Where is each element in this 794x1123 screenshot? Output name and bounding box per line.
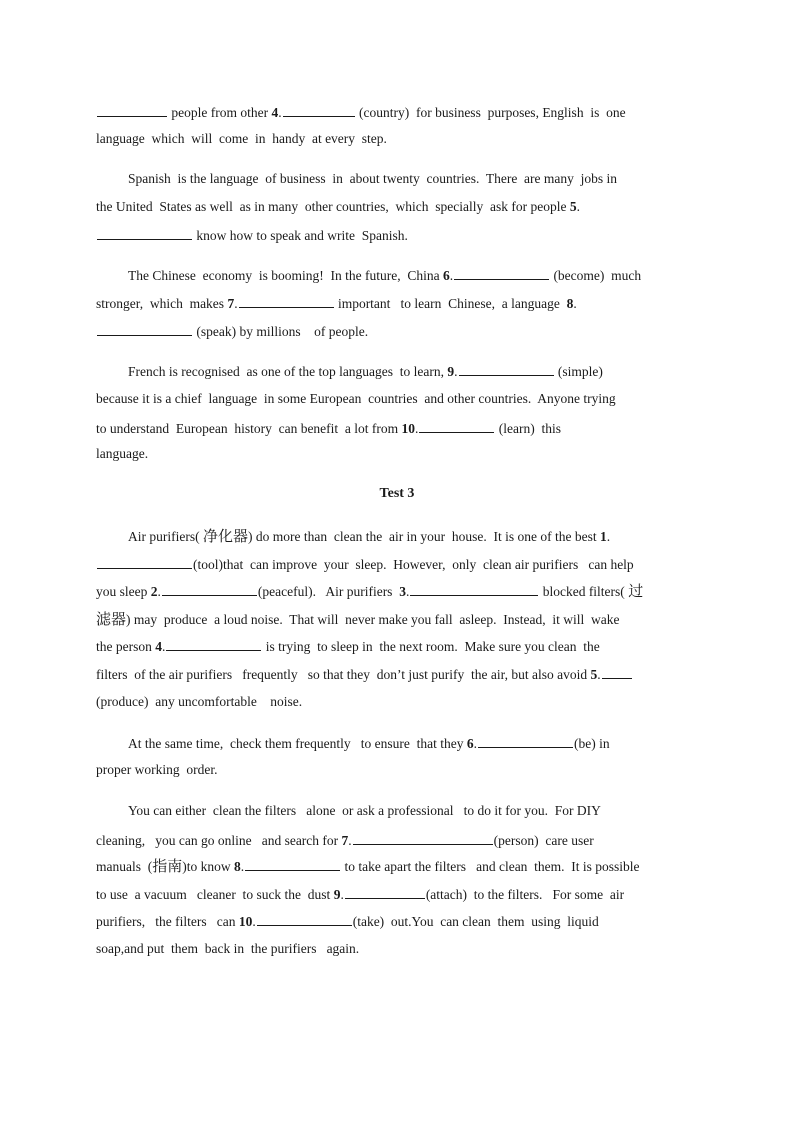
- answer-blank[interactable]: [245, 857, 340, 871]
- question-number: 4: [271, 105, 279, 120]
- answer-blank[interactable]: [257, 912, 352, 926]
- text-line: manuals (指南)to know 8. to take apart the filters and clean them. It is possible: [96, 857, 640, 875]
- text-line: 滤器) may produce a loud noise. That will never make you fall asleep. Instead, it will wake: [96, 610, 620, 628]
- text-line: You can either clean the filters alone or ask a professional to do it for you. For DIY: [128, 803, 601, 818]
- text-line: to understand European history can benefit a lot from 10. (learn) this: [96, 421, 562, 436]
- text-line: French is recognised as one of the top languages to learn, 9. (simple): [128, 364, 603, 379]
- text-line: proper working order.: [96, 762, 218, 777]
- question-number: 2: [150, 584, 158, 599]
- text-line: language.: [96, 446, 149, 461]
- answer-blank[interactable]: [97, 103, 167, 117]
- question-number: 8: [234, 859, 241, 874]
- text-line: soap,and put them back in the purifiers again.: [96, 941, 360, 956]
- answer-blank[interactable]: [162, 582, 257, 596]
- answer-blank[interactable]: [97, 322, 192, 336]
- text-line: The Chinese economy is booming! In the future, China 6. (become) much: [128, 268, 642, 283]
- question-number: 9: [333, 887, 341, 902]
- answer-blank[interactable]: [410, 582, 538, 596]
- answer-blank[interactable]: [345, 885, 425, 899]
- answer-blank[interactable]: [353, 831, 493, 845]
- text-line: the United States as well as in many other countries, which specially ask for people 5.: [96, 199, 581, 214]
- text-line: to use a vacuum cleaner to suck the dust 9. (attach) to the filters. For some air: [96, 887, 625, 902]
- answer-blank[interactable]: [283, 103, 355, 117]
- text-line: filters of the air purifiers frequently so that they don’t just purify the air, but also avoid 5.: [96, 665, 633, 684]
- question-number: 6: [466, 736, 474, 751]
- text-line: language which will come in handy at every step.: [96, 131, 387, 146]
- text-line: (tool)that can improve your sleep. However, only clean air purifiers can help: [96, 555, 634, 574]
- text-line: (speak) by millions of people.: [96, 322, 368, 341]
- text-line: the person 4. is trying to sleep in the next room. Make sure you clean the: [96, 639, 600, 654]
- text-line: (produce) any uncomfortable noise.: [96, 694, 303, 709]
- question-number: 6: [442, 268, 450, 283]
- text-line: purifiers, the filters can 10. (take) out.You can clean them using liquid: [96, 914, 599, 929]
- text-line: know how to speak and write Spanish.: [96, 226, 408, 245]
- question-number: 7: [227, 296, 235, 311]
- answer-blank[interactable]: [454, 266, 549, 280]
- question-number: 9: [447, 364, 455, 379]
- question-number: 3: [399, 584, 406, 599]
- question-number: 10: [238, 914, 253, 929]
- answer-blank[interactable]: [97, 555, 192, 569]
- answer-blank[interactable]: [166, 637, 261, 651]
- section-title: Test 3: [379, 486, 415, 501]
- question-number: 5: [590, 667, 598, 682]
- text-line: Spanish is the language of business in about twenty countries. There are many jobs in: [128, 171, 618, 186]
- question-number: 8: [566, 296, 574, 311]
- text-line: because it is a chief language in some European countries and other countries. Anyone trying: [96, 391, 616, 406]
- text-line: Air purifiers( 净化器) do more than clean the air in your house. It is one of the best 1.: [128, 527, 611, 545]
- question-number: 5: [569, 199, 577, 214]
- question-number: 4: [155, 639, 162, 654]
- answer-blank[interactable]: [97, 226, 192, 240]
- text-line: people from other 4. (country) for business purposes, English is one: [96, 103, 626, 122]
- text-line: you sleep 2. (peaceful). Air purifiers 3. blocked filters( 过: [96, 582, 644, 600]
- text-line: stronger, which makes 7. important to learn Chinese, a language 8.: [96, 296, 577, 311]
- text-line: cleaning, you can go online and search for 7. (person) care user: [96, 833, 594, 848]
- question-number: 1: [600, 529, 607, 544]
- answer-blank[interactable]: [239, 294, 334, 308]
- answer-blank[interactable]: [419, 419, 494, 433]
- answer-blank[interactable]: [602, 665, 632, 679]
- answer-blank[interactable]: [459, 362, 554, 376]
- question-number: 7: [341, 833, 349, 848]
- answer-blank[interactable]: [478, 734, 573, 748]
- text-line: At the same time, check them frequently to ensure that they 6. (be) in: [128, 736, 610, 751]
- question-number: 10: [401, 421, 416, 436]
